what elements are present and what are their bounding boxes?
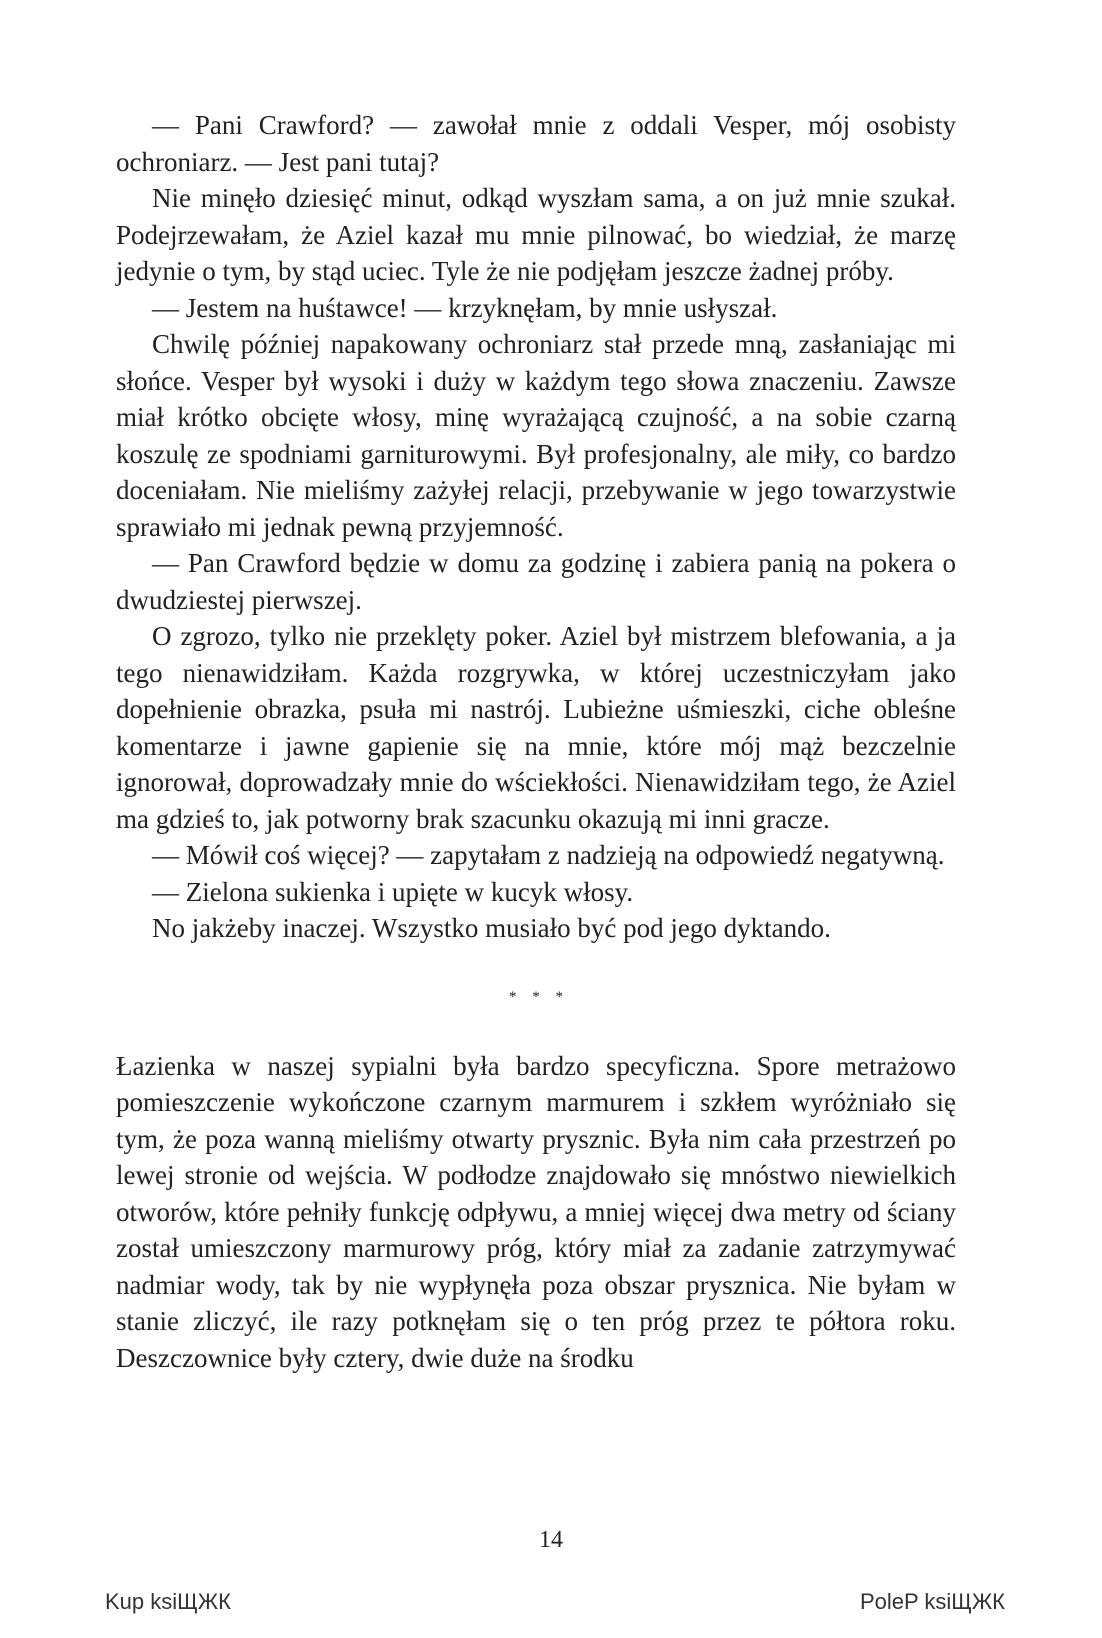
- paragraph-6: O zgrozo, tylko nie przeklęty poker. Aziel był mistrzem blefowania, a ja tego nienawidziłam. Każda rozgrywka, w której uczestniczyłam jako dopełnienie obrazka, psuła mi nastrój. Lubieżne uśmieszki, ciche obleśne komentarze i jawne gapienie się na mnie, które mój mąż bezczelnie ignorował, doprowadzały mnie do wściekłości. Nienawidziłam tego, że Aziel ma gdzieś to, jak potworny brak szacunku okazują mi inni gracze.: [116, 621, 956, 834]
- paragraph-4: Chwilę później napakowany ochroniarz stał przede mną, zasłaniając mi słońce. Vesper był wysoki i duży w każdym tego słowa znaczeniu. Zawsze miał krótko obcięte włosy, minę wyrażającą czujność, a na sobie czarną koszulę ze spodniami garniturowymi. Był profesjonalny, ale miły, co bardzo doceniałam. Nie mieliśmy zażyłej relacji, przebywanie w jego towarzystwie sprawiało mi jednak pewną przyjemność.: [116, 329, 956, 542]
- footer-left-text: Kup ksiЩЖК: [105, 1589, 231, 1614]
- paragraph-2: Nie minęło dziesięć minut, odkąd wyszłam sama, a on już mnie szukał. Podejrzewałam, że Aziel kazał mu mnie pilnować, bo wiedział, że marzę jedynie o tym, by stąd uciec. Tyle że nie podjęłam jeszcze żadnej próby.: [116, 183, 956, 286]
- footer-right-text: PoleP ksiЩЖК: [859, 1589, 1005, 1614]
- paragraph-8: — Zielona sukienka i upięte w kucyk włosy.: [152, 876, 634, 907]
- paragraph-section-start: Łazienka w naszej sypialni była bardzo specyficzna. Spore metrażowo pomieszczenie wykończone czarnym marmurem i szkłem wyróżniało się tym, że poza wanną mieliśmy otwarty prysznic. Była nim cała przestrzeń po lewej stronie od wejścia. W podłodze znajdowało się mnóstwo niewielkich otworów, które pełniły funkcję odpływu, a mniej więcej dwa metry od ściany został umieszczony marmurowy próg, który miał za zadanie zatrzymywać nadmiar wody, tak by nie wypłynęła poza obszar prysznica. Nie byłam w stanie zliczyć, ile razy potknęłam się o ten próg przez te półtora roku. Deszczownice były cztery, dwie duże na środku: [116, 1050, 956, 1373]
- page-body: [116, 107, 956, 1376]
- paragraph-5: — Pan Crawford będzie w domu za godzinę i zabiera panią na pokera o dwudziestej pierwszej.: [116, 548, 956, 615]
- paragraph-1: — Pani Crawford? — zawołał mnie z oddali Vesper, mój osobisty ochroniarz. — Jest pani tutaj?: [116, 110, 956, 177]
- page-number: 14: [539, 1527, 563, 1553]
- paragraph-3: — Jestem na huśtawce! — krzyknęłam, by mnie usłyszał.: [152, 292, 778, 323]
- section-break-asterisks: * * *: [509, 988, 569, 1005]
- paragraph-7: — Mówił coś więcej? — zapytałam z nadzieją na odpowiedź negatywną.: [152, 840, 945, 870]
- paragraph-9: No jakżeby inaczej. Wszystko musiało być pod jego dyktando.: [152, 913, 831, 943]
